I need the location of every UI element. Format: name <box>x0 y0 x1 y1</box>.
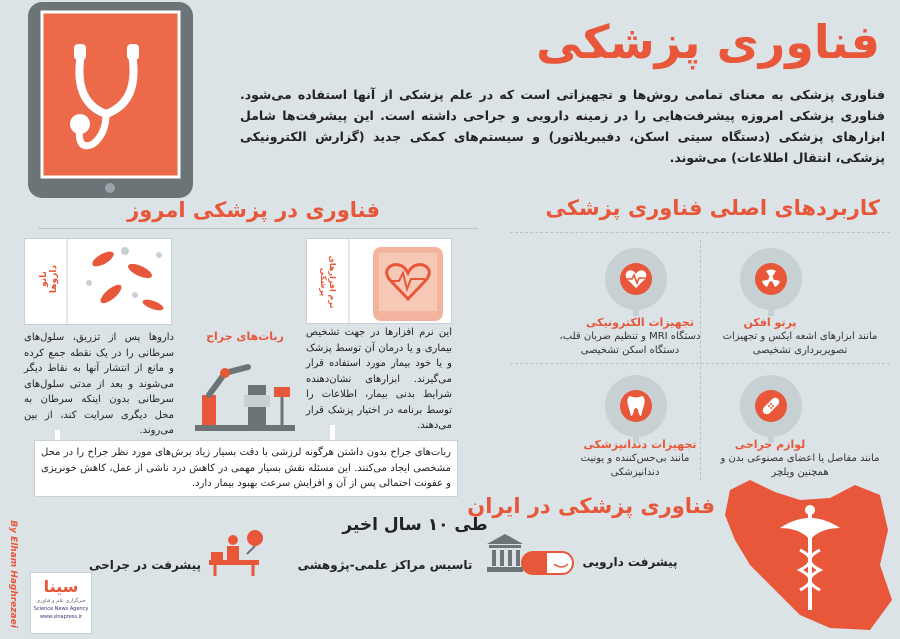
nanodrugs-label: نانو داروها <box>39 264 59 294</box>
tablet-illustration <box>18 2 203 202</box>
robots-label: ربات‌های جراح <box>206 330 284 343</box>
logo-name: سینا <box>43 577 79 596</box>
nanodrugs-text: داروها پس از تزریق، سلول‌های سرطانی را در یک نقطه جمع کرده و مانع از انتشار آنها به نقاط دیگر می‌شوند و بعد از مدتی سلول‌های سرطانی بدون اینکه سرطان به محل دیگری سرایت کند، از بین می‌روند. <box>24 332 174 436</box>
institute-icon <box>485 532 525 574</box>
surgery-icon <box>205 528 267 578</box>
dental-title: تجهیزات دندانپزشکی <box>583 438 697 451</box>
robots-text: ربات‌های جراح بدون داشتن هرگونه لرزشی با دقت بسیار زیاد برش‌های مورد نظر جراح را در محل مشخصی ایجاد می‌کنند. این مسئله نقش بسیار مهمی در کاهش درد ناشی از عمل، کاهش خونریزی و عفونت احتمالی پس از آن و افزایش سرعت بهبود بیمار دارد. <box>34 440 458 497</box>
applications-heading: کاربردهای اصلی فناوری پزشکی <box>545 196 880 220</box>
iran-item-surgery: پیشرفت در جراحی <box>88 558 202 572</box>
logo-url: www.sinapress.ir <box>39 614 83 620</box>
radiation-title: پرتو افکن <box>743 316 797 329</box>
iran-map-illustration <box>720 470 900 635</box>
sina-logo <box>30 572 92 634</box>
logo-en: Science News Agency <box>33 606 89 612</box>
heartbeat-icon <box>624 268 648 290</box>
tooth-icon <box>626 394 646 418</box>
author-credit: By Elham Haghrezaei <box>8 520 18 628</box>
radiation-circle <box>740 248 802 310</box>
software-text: این نرم افزارها در جهت تشخیص بیماری و یا درمان آن توسط پزشک و یا خود بیمار مورد استفاده قرار می‌گیرند. ابزارهای نشان‌دهنده شرایط بدنی بیمار، اطلاعات را توسط برنامه در اختیار پزشک قرار می‌دهند. <box>306 327 452 431</box>
divider <box>38 228 478 229</box>
electronics-title: تجهیزات الکترونیکی <box>586 316 694 329</box>
page-title: فناوری پزشکی <box>536 15 880 69</box>
logo-sub: خبرگزاری علم و فناوری <box>36 598 86 604</box>
iran-item-pharma: پیشرفت دارویی <box>582 555 678 569</box>
surgical-supplies-desc: مانند مفاصل یا اعضای مصنوعی بدن و همچنین ویلچر <box>720 453 880 478</box>
software-label: نرم افزارهای پزشکی <box>319 255 337 309</box>
radiation-icon <box>760 268 782 290</box>
heartbeat-circle <box>605 248 667 310</box>
tooth-circle <box>605 375 667 437</box>
bandage-circle <box>740 375 802 437</box>
electronics-desc: دستگاه MRI و تنظیم ضربان قلب، دستگاه اسکن تشخیصی <box>559 331 701 356</box>
bandage-icon <box>759 394 783 418</box>
dental-desc: مانند بی‌حس‌کننده و یونیت دندانپزشکی <box>580 453 690 478</box>
radiation-desc: مانند ابزارهای اشعه ایکس و تجهیزات تصویربرداری تشخیصی <box>722 331 878 356</box>
iran-heading: فناوری پزشکی در ایران <box>467 494 715 518</box>
intro-paragraph: فناوری پزشکی به معنای تمامی روش‌ها و تجهیزاتی است که در علم پزشکی از آنها استفاده می‌شود. فناوری پزشکی امروزه پیشرفت‌هایی را در زمینه دارویی و جراحی داشته است. این پیشرفت‌ها شامل ابزارهای پزشکی (دستگاه سیتی اسکن، دفیبریلاتور) و سیستم‌های کمکی جدید (گزارش الکترونیکی پزشکی، انتقال اطلاعات) می‌شوند. <box>240 87 885 165</box>
nanodrugs-card <box>24 238 172 325</box>
pill-icon <box>520 550 575 576</box>
surgical-robot-illustration <box>190 355 300 435</box>
iran-subheading: طی ۱۰ سال اخیر <box>342 515 488 535</box>
surgical-supplies-title: لوازم جراحی <box>734 438 806 451</box>
today-heading: فناوری در پزشکی امروز <box>127 198 380 222</box>
iran-item-research: تاسیس مراکز علمی-پژوهشی <box>297 558 473 572</box>
software-card <box>306 238 452 324</box>
